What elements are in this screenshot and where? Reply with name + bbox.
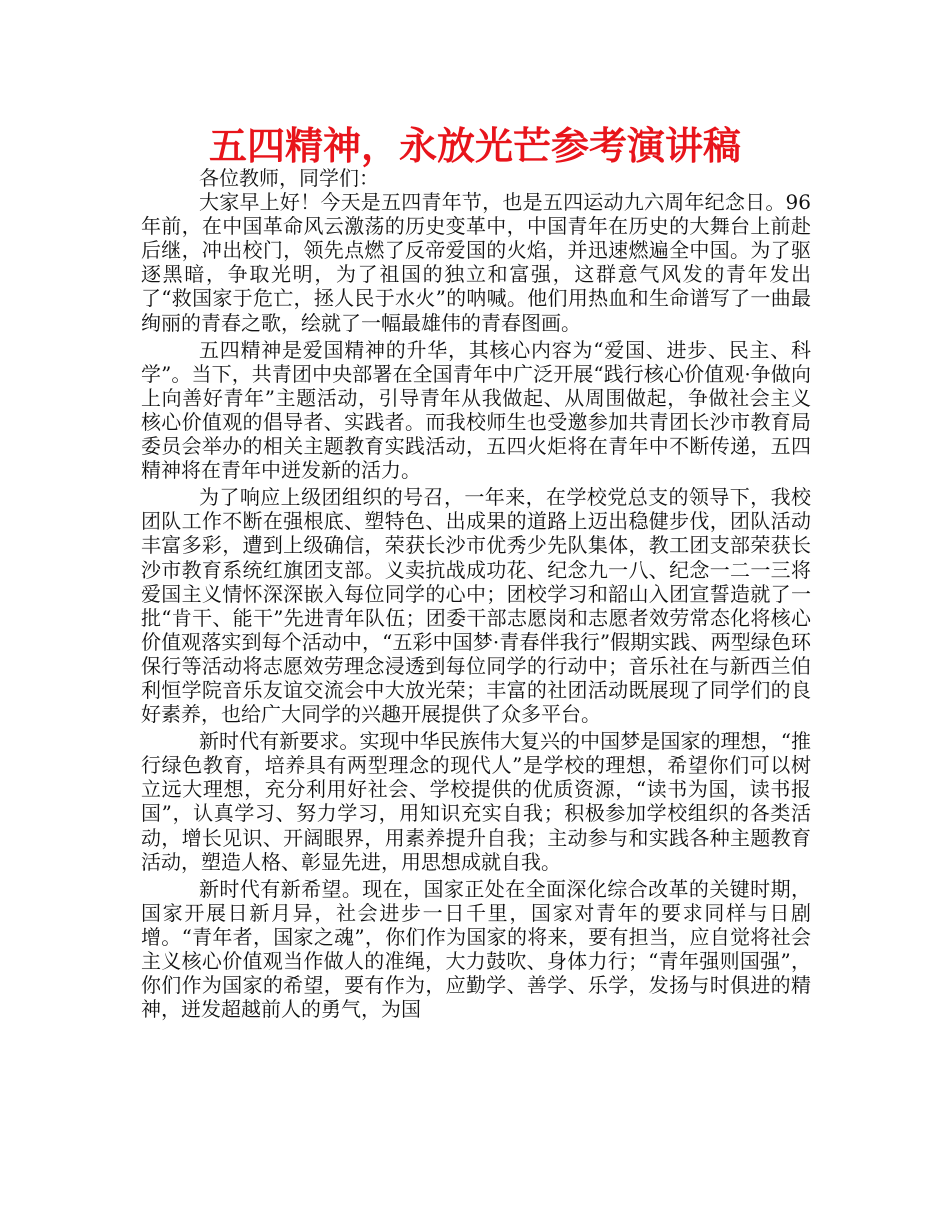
document-body <box>141 166 811 1021</box>
paragraph-3: 为了响应上级团组织的号召，一年来，在学校党总支的领导下，我校团队工作不断在强根底、塑特色、出成果的道路上迈出稳健步伐，团队活动丰富多彩，遭到上级确信，荣获长沙市优秀少先队集体，教工团支部荣获长沙市教育系统红旗团支部。义卖抗战成功花、纪念九一八、纪念一二一三将爱国主义情怀深深嵌入每位同学的心中；团校学习和韶山入团宣誓造就了一批“肯干、能干”先进青年队伍；团委干部志愿岗和志愿者效劳常态化将核心价值观落实到每个活动中，“五彩中国梦·青春伴我行”假期实践、两型绿色环保行等活动将志愿效劳理念浸透到每位同学的行动中；音乐社在与新西兰伯利恒学院音乐友谊交流会中大放光荣；丰富的社团活动既展现了同学们的良好素养，也给广大同学的兴趣开展提供了众多平台。 <box>141 485 811 727</box>
paragraph-5: 新时代有新希望。现在，国家正处在全面深化综合改革的关键时期，国家开展日新月异，社会进步一日千里，国家对青年的要求同样与日剧增。“青年者，国家之魂”，你们作为国家的将来，要有担当，应自觉将社会主义核心价值观当作做人的准绳，大力鼓吹、身体力行；“青年强则国强”，你们作为国家的希望，要有作为，应勤学、善学、乐学，发扬与时俱进的精神，迸发超越前人的勇气，为国 <box>141 876 811 1022</box>
document-title: 五四精神，永放光芒参考演讲稿 <box>208 124 741 168</box>
paragraph-2: 五四精神是爱国精神的升华，其核心内容为“爱国、进步、民主、科学”。当下，共青团中央部署在全国青年中广泛开展“践行核心价值观·争做向上向善好青年”主题活动，引导青年从我做起、从周围做起，争做社会主义核心价值观的倡导者、实践者。而我校师生也受邀参加共青团长沙市教育局委员会举办的相关主题教育实践活动，五四火炬将在青年中不断传递，五四精神将在青年中迸发新的活力。 <box>141 337 811 483</box>
paragraph-1: 大家早上好！今天是五四青年节，也是五四运动九六周年纪念日。96年前，在中国革命风云激荡的历史变革中，中国青年在历史的大舞台上前赴后继，冲出校门，领先点燃了反帝爱国的火焰，并迅速燃遍全中国。为了驱逐黑暗，争取光明，为了祖国的独立和富强，这群意气风发的青年发出了“救国家于危亡，拯人民于水火”的呐喊。他们用热血和生命谱写了一曲最绚丽的青春之歌，绘就了一幅最雄伟的青春图画。 <box>141 190 811 335</box>
paragraph-4: 新时代有新要求。实现中华民族伟大复兴的中国梦是国家的理想，“推行绿色教育，培养具有两型理念的现代人”是学校的理想，希望你们可以树立远大理想，充分利用好社会、学校提供的优质资源，“读书为国，读书报国”，认真学习、努力学习，用知识充实自我；积极参加学校组织的各类活动，增长见识、开阔眼界，用素养提升自我；主动参与和实践各种主题教育活动，塑造人格、彰显先进，用思想成就自我。 <box>141 729 811 874</box>
greeting-line: 各位教师，同学们： <box>199 166 379 190</box>
